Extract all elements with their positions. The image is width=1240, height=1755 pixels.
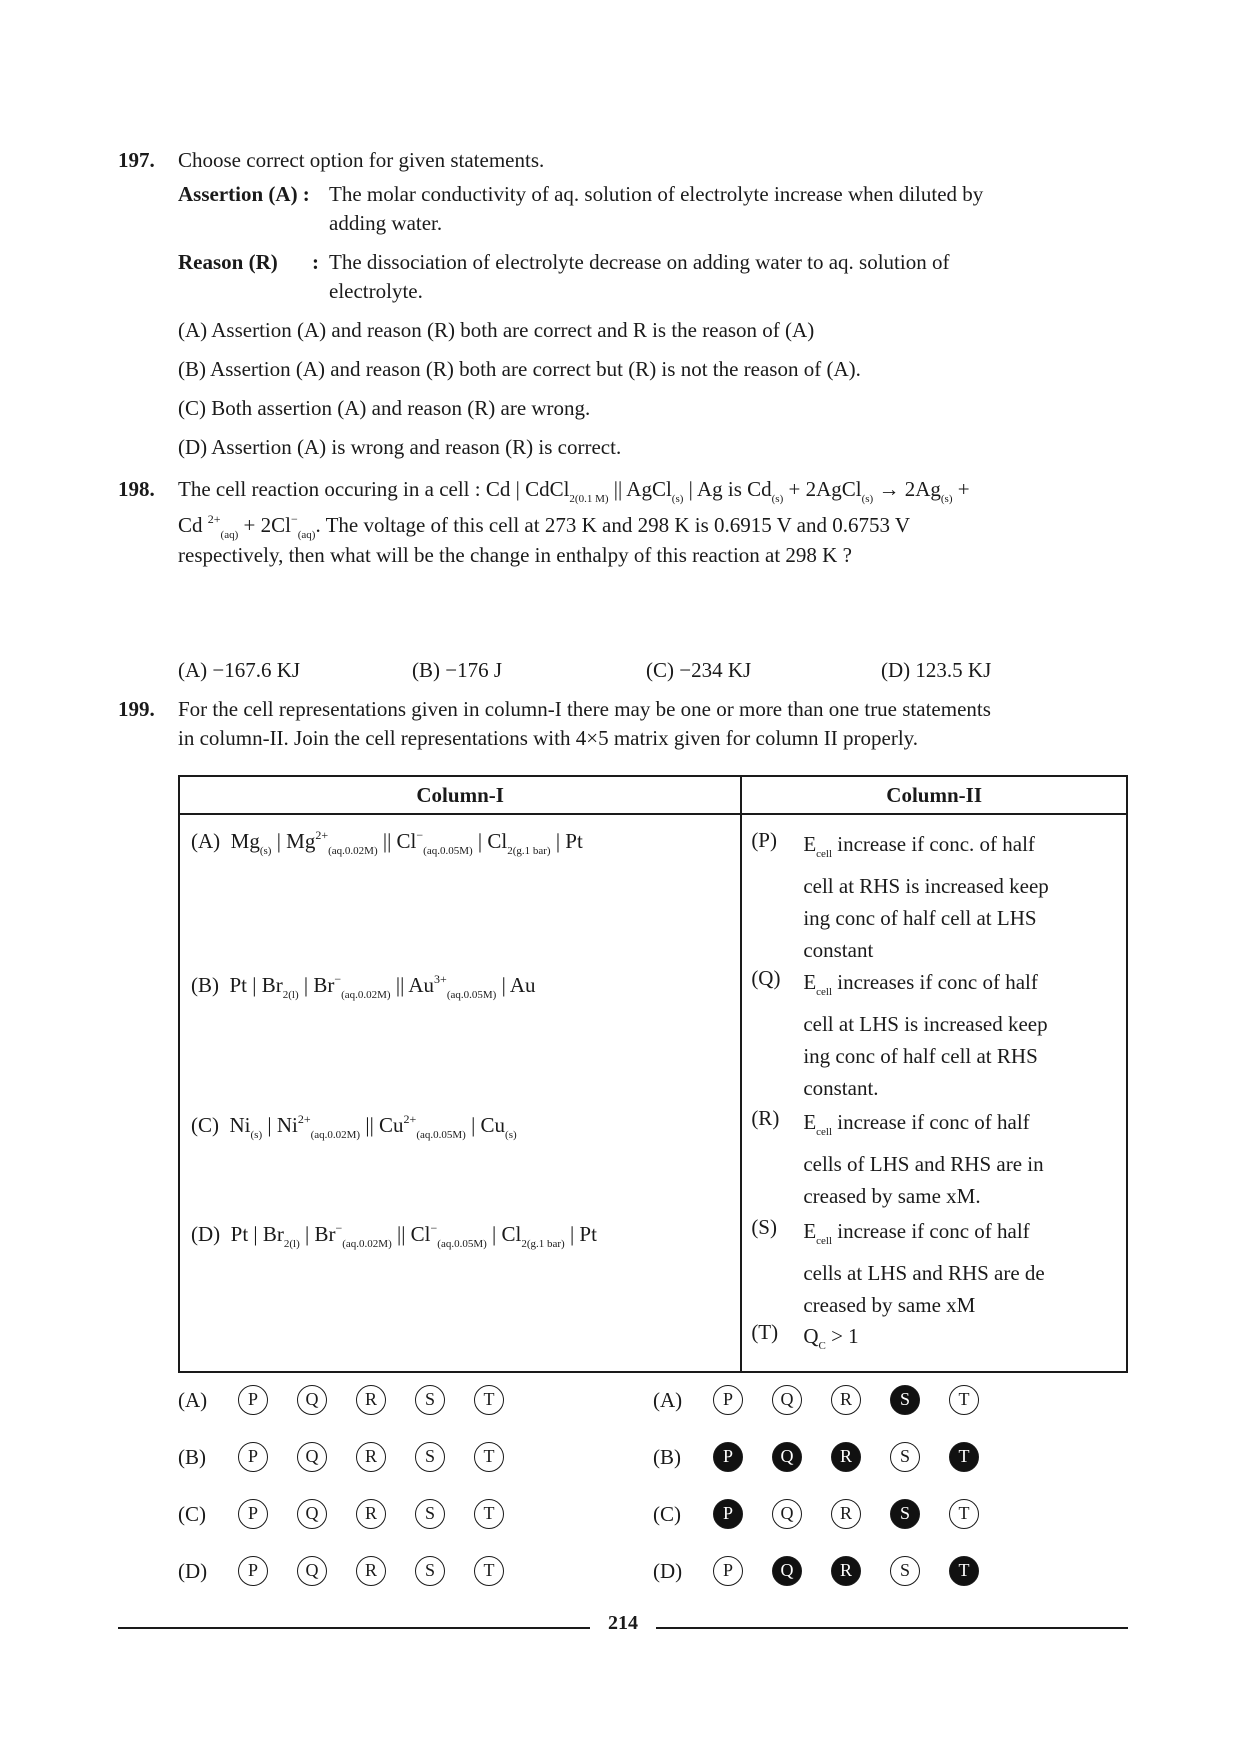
answer-bubble-q[interactable]: Q [772,1442,802,1472]
assertion-text: The molar conductivity of aq. solution of electrolyte increase when diluted by [329,182,984,206]
answer-bubble-p[interactable]: P [713,1499,743,1529]
answer-row-label: (C) [178,1502,206,1526]
answer-bubble-r[interactable]: R [831,1556,861,1586]
answer-bubble-r[interactable]: R [831,1385,861,1415]
column-2-cell: (P) $E_{cell}$ increase if conc. of half cell at RHS is increased keep ing conc of half cell at LHS constant (Q) $E_{cell}$ increases if conc of half cell at LHS is increased keep ing conc of half cell at RHS constant. (R) $E_{cell}$ increase if conc of half cells of LHS and RHS are in creased by same xM. (S) $E_{cell}$ increase if conc of half cells at LHS and RHS are de creased by same xM (T) $Q_C > 1$ [741,814,1127,1372]
q198-options [178,658,1128,686]
answer-bubble-t[interactable]: T [474,1385,504,1415]
answer-bubble-s[interactable]: S [415,1499,445,1529]
answer-bubble-q[interactable]: Q [297,1385,327,1415]
question-number: 199. [118,697,155,721]
answer-bubble-r[interactable]: R [831,1442,861,1472]
answer-bubble-p[interactable]: P [713,1442,743,1472]
reason-text: The dissociation of electrolyte decrease on adding water to aq. solution of [329,250,950,274]
q199-line-1: For the cell representations given in column-I there may be one or more than one true statements [178,697,991,721]
answer-bubble-s[interactable]: S [415,1442,445,1472]
q197-option-b: (B) Assertion (A) and reason (R) both are correct but (R) is not the reason of (A). [178,357,861,381]
answer-bubble-p[interactable]: P [238,1556,268,1586]
match-table [178,775,1128,1373]
footer-rule-right [656,1627,1128,1629]
answer-bubble-s[interactable]: S [890,1499,920,1529]
answer-bubble-r[interactable]: R [831,1499,861,1529]
reason-label: Reason (R) [178,250,278,274]
answer-bubble-t[interactable]: T [949,1556,979,1586]
answer-row-filled [653,1442,1013,1476]
reason-text-cont: electrolyte. [329,279,423,303]
question-page [118,0,1128,1755]
answer-row-label: (C) [653,1502,681,1526]
answer-bubble-r[interactable]: R [356,1442,386,1472]
answer-row-label: (B) [653,1445,681,1469]
cell-rep-c: (C) $Ni_{(s)}$ | $Ni^{2+}_{(aq.0.02M)}$ || $Cu^{2+}_{(aq.0.05M)}$ | $Cu_{(s)}$ [191,1112,517,1141]
answer-row-blank [178,1385,538,1419]
answer-bubble-q[interactable]: Q [297,1556,327,1586]
answer-row-label: (D) [653,1559,683,1583]
cell-rep-d: (D) Pt | $Br_{2(l)}$ | $Br^-_{(aq.0.02M)}$ || $Cl^-_{(aq.0.05M)}$ | $Cl_{2(g.1 bar)}$ | Pt [191,1221,597,1250]
answer-bubble-s[interactable]: S [415,1385,445,1415]
answer-bubble-p[interactable]: P [238,1442,268,1472]
answer-row-blank [178,1442,538,1476]
answer-bubble-s[interactable]: S [890,1442,920,1472]
answer-bubble-s[interactable]: S [890,1556,920,1586]
answer-bubble-s[interactable]: S [890,1385,920,1415]
answer-bubble-p[interactable]: P [238,1385,268,1415]
q198-line-2: Cd $^{2+}_{(aq)} + 2Cl^-_{(aq)}$. The voltage of this cell at 273 K and 298 K is 0.6915 V and 0.6753 V [178,512,911,541]
column-2-header: Column-II [741,776,1127,814]
answer-bubble-t[interactable]: T [474,1442,504,1472]
answer-row-label: (A) [178,1388,208,1412]
q198-line-1: The cell reaction occuring in a cell : Cd | CdCl$_{2(0.1 M)}$ || AgCl$_{(s)}$ | Ag is $Cd_{(s)}$ + 2AgCl$_{(s)}$ → $2Ag_{(s)}$ + [178,477,970,505]
q199-line-2: in column-II. Join the cell representations with 4×5 matrix given for column II properly. [178,726,919,750]
assertion-label: Assertion (A) : [178,182,310,206]
answer-bubble-q[interactable]: Q [772,1556,802,1586]
answer-row-filled [653,1385,1013,1419]
answer-row-label: (A) [653,1388,683,1412]
q197-option-c: (C) Both assertion (A) and reason (R) are wrong. [178,396,591,420]
q197-option-d: (D) Assertion (A) is wrong and reason (R) is correct. [178,435,622,459]
answer-bubble-p[interactable]: P [238,1499,268,1529]
q198-option-d: (D) 123.5 KJ [881,658,992,682]
answer-bubble-t[interactable]: T [474,1556,504,1586]
assertion-text-cont: adding water. [329,211,443,235]
answer-bubble-s[interactable]: S [415,1556,445,1586]
answer-row-filled [653,1499,1013,1533]
answer-row-filled [653,1556,1013,1590]
cell-rep-a: (A) $Mg_{(s)}$ | $Mg^{2+}_{(aq.0.02M)}$ || $Cl^-_{(aq.0.05M)}$ | $Cl_{2(g.1 bar)}$ | Pt [191,828,583,857]
question-stem: Choose correct option for given statements. [178,148,545,172]
footer-rule-left [118,1627,590,1629]
answer-bubble-r[interactable]: R [356,1556,386,1586]
answer-row-label: (B) [178,1445,206,1469]
answer-bubble-p[interactable]: P [713,1556,743,1586]
page-number: 214 [608,1612,638,1634]
q198-option-c: (C) −234 KJ [646,658,752,682]
question-number: 197. [118,148,155,172]
answer-bubble-t[interactable]: T [949,1499,979,1529]
q198-line-3: respectively, then what will be the change in enthalpy of this reaction at 298 K ? [178,543,852,567]
answer-bubble-t[interactable]: T [949,1442,979,1472]
answer-bubble-r[interactable]: R [356,1499,386,1529]
column-1-header: Column-I [179,776,741,814]
answer-bubble-q[interactable]: Q [772,1385,802,1415]
answer-bubble-q[interactable]: Q [297,1499,327,1529]
answer-row-label: (D) [178,1559,208,1583]
q198-option-a: (A) −167.6 KJ [178,658,301,682]
q197-option-a: (A) Assertion (A) and reason (R) both are correct and R is the reason of (A) [178,318,815,342]
cell-rep-b: (B) Pt | $Br_{2(l)}$ | $Br^-_{(aq.0.02M)}$ || $Au^{3+}_{(aq.0.05M)}$ | Au [191,972,536,1001]
answer-bubble-q[interactable]: Q [772,1499,802,1529]
question-number: 198. [118,477,155,501]
answer-bubble-r[interactable]: R [356,1385,386,1415]
column-1-cell [179,814,741,1372]
answer-bubble-q[interactable]: Q [297,1442,327,1472]
answer-bubble-t[interactable]: T [949,1385,979,1415]
answer-bubble-t[interactable]: T [474,1499,504,1529]
q198-option-b: (B) −176 J [412,658,503,682]
answer-row-blank [178,1499,538,1533]
reason-colon: : [312,250,319,274]
answer-bubble-p[interactable]: P [713,1385,743,1415]
answer-row-blank [178,1556,538,1590]
